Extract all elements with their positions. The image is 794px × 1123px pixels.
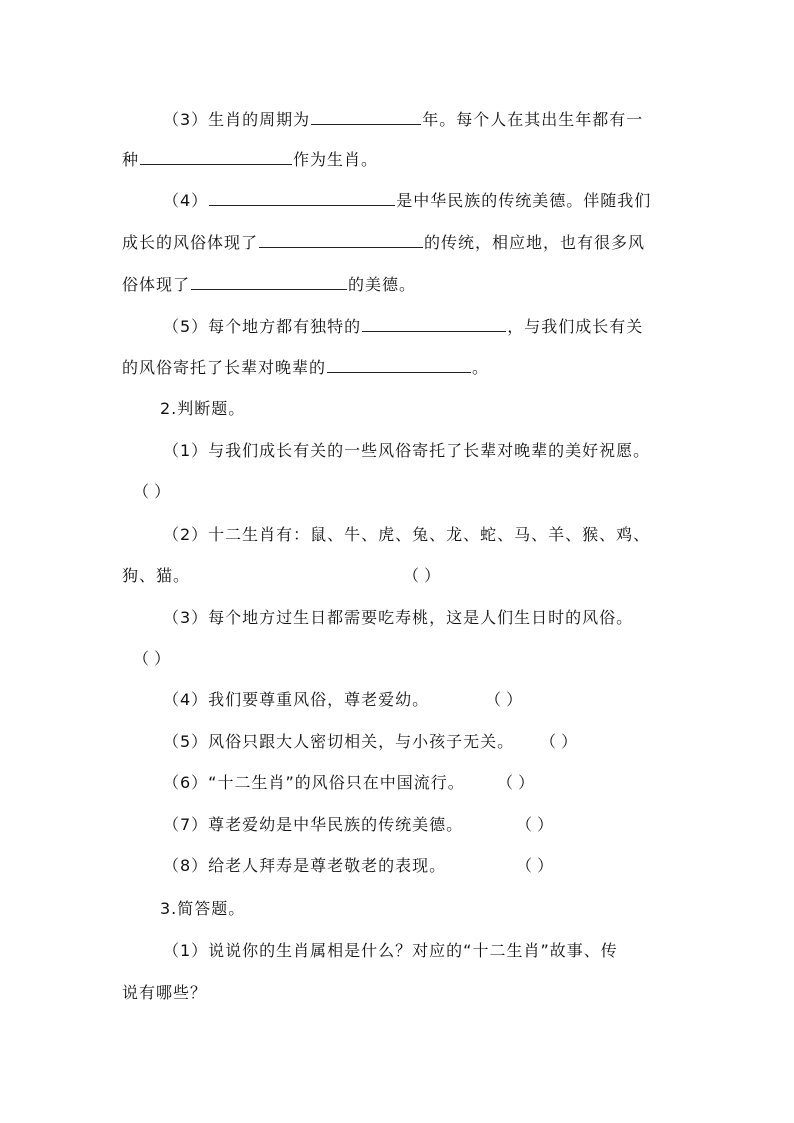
fill-q5-line2	[122, 356, 489, 379]
fill-q3-line2	[122, 148, 378, 171]
fill-q4-text-d: 的传统，相应地，也有很多风	[424, 233, 646, 252]
fill-q3-text-a: （3）生肖的周期为	[163, 110, 311, 129]
judge-item-1-answer[interactable]: （ ）	[133, 482, 171, 501]
fill-q4-text-c: 成长的风俗体现了	[122, 233, 259, 252]
judge-item-7-answer[interactable]: （ ）	[516, 815, 554, 834]
judge-item-6-text: （6）“十二生肖”的风俗只在中国流行。	[163, 773, 465, 792]
judge-item-1-text: （1）与我们成长有关的一些风俗寄托了长辈对晚辈的美好祝愿。	[163, 441, 651, 460]
fill-q3-line1	[163, 108, 643, 131]
fill-q4-text-f: 的美德。	[348, 275, 417, 294]
judge-item-8-text: （8）给老人拜寿是尊老敬老的表现。	[163, 856, 447, 875]
judge-heading: 2.判断题。	[160, 399, 246, 418]
judge-item-5-text: （5）风俗只跟大人密切相关，与小孩子无关。	[163, 732, 515, 751]
judge-item-3-answer[interactable]: （ ）	[133, 649, 171, 668]
fill-q4-line3	[122, 273, 416, 296]
judge-item-2-text: （2）十二生肖有：鼠、牛、虎、兔、龙、蛇、马、羊、猴、鸡、	[163, 525, 651, 544]
judge-item-7-text: （7）尊老爱幼是中华民族的传统美德。	[163, 815, 464, 834]
judge-item-5-answer[interactable]: （ ）	[540, 732, 578, 751]
fill-q4-text-e: 俗体现了	[122, 275, 191, 294]
fill-q5-text-b: ，与我们成长有关	[507, 317, 644, 336]
fill-q4-blank-1[interactable]	[209, 189, 395, 206]
fill-q4-line1	[163, 189, 651, 212]
judge-item-3-text: （3）每个地方过生日都需要吃寿桃，这是人们生日时的风俗。	[163, 608, 634, 627]
fill-q5-text-d: 。	[472, 358, 490, 377]
judge-item-8-answer[interactable]: （ ）	[516, 856, 554, 875]
short-answer-q1-line2: 说有哪些？	[122, 983, 208, 1002]
fill-q5-text-c: 的风俗寄托了长辈对晚辈的	[122, 358, 327, 377]
fill-q4-blank-3[interactable]	[191, 273, 347, 290]
fill-q3-blank-1[interactable]	[311, 108, 421, 125]
fill-q3-text-b: 年。每个人在其出生年都有一	[422, 110, 644, 129]
fill-q4-text-b: 是中华民族的传统美德。伴随我们	[396, 191, 652, 210]
fill-q5-blank-1[interactable]	[362, 315, 506, 332]
fill-q3-text-d: 作为生肖。	[293, 150, 379, 169]
judge-item-2-answer[interactable]: （ ）	[403, 566, 441, 585]
fill-q4-text-a: （4）	[163, 191, 209, 210]
short-answer-q1-line1: （1）说说你的生肖属相是什么？对应的“十二生肖”故事、传	[163, 941, 618, 960]
fill-q3-text-c: 种	[122, 150, 140, 169]
judge-item-4-answer[interactable]: （ ）	[485, 690, 523, 709]
judge-item-6-answer[interactable]: （ ）	[497, 773, 535, 792]
fill-q5-blank-2[interactable]	[327, 356, 471, 373]
fill-q4-blank-2[interactable]	[259, 231, 423, 248]
fill-q5-text-a: （5）每个地方都有独特的	[163, 317, 362, 336]
short-answer-heading: 3.简答题。	[160, 899, 246, 918]
fill-q4-line2	[122, 231, 645, 254]
judge-item-4-text: （4）我们要尊重风俗，尊老爱幼。	[163, 690, 430, 709]
judge-item-2-cont: 狗、猫。	[122, 566, 191, 585]
fill-q5-line1	[163, 315, 643, 338]
fill-q3-blank-2[interactable]	[140, 148, 292, 165]
